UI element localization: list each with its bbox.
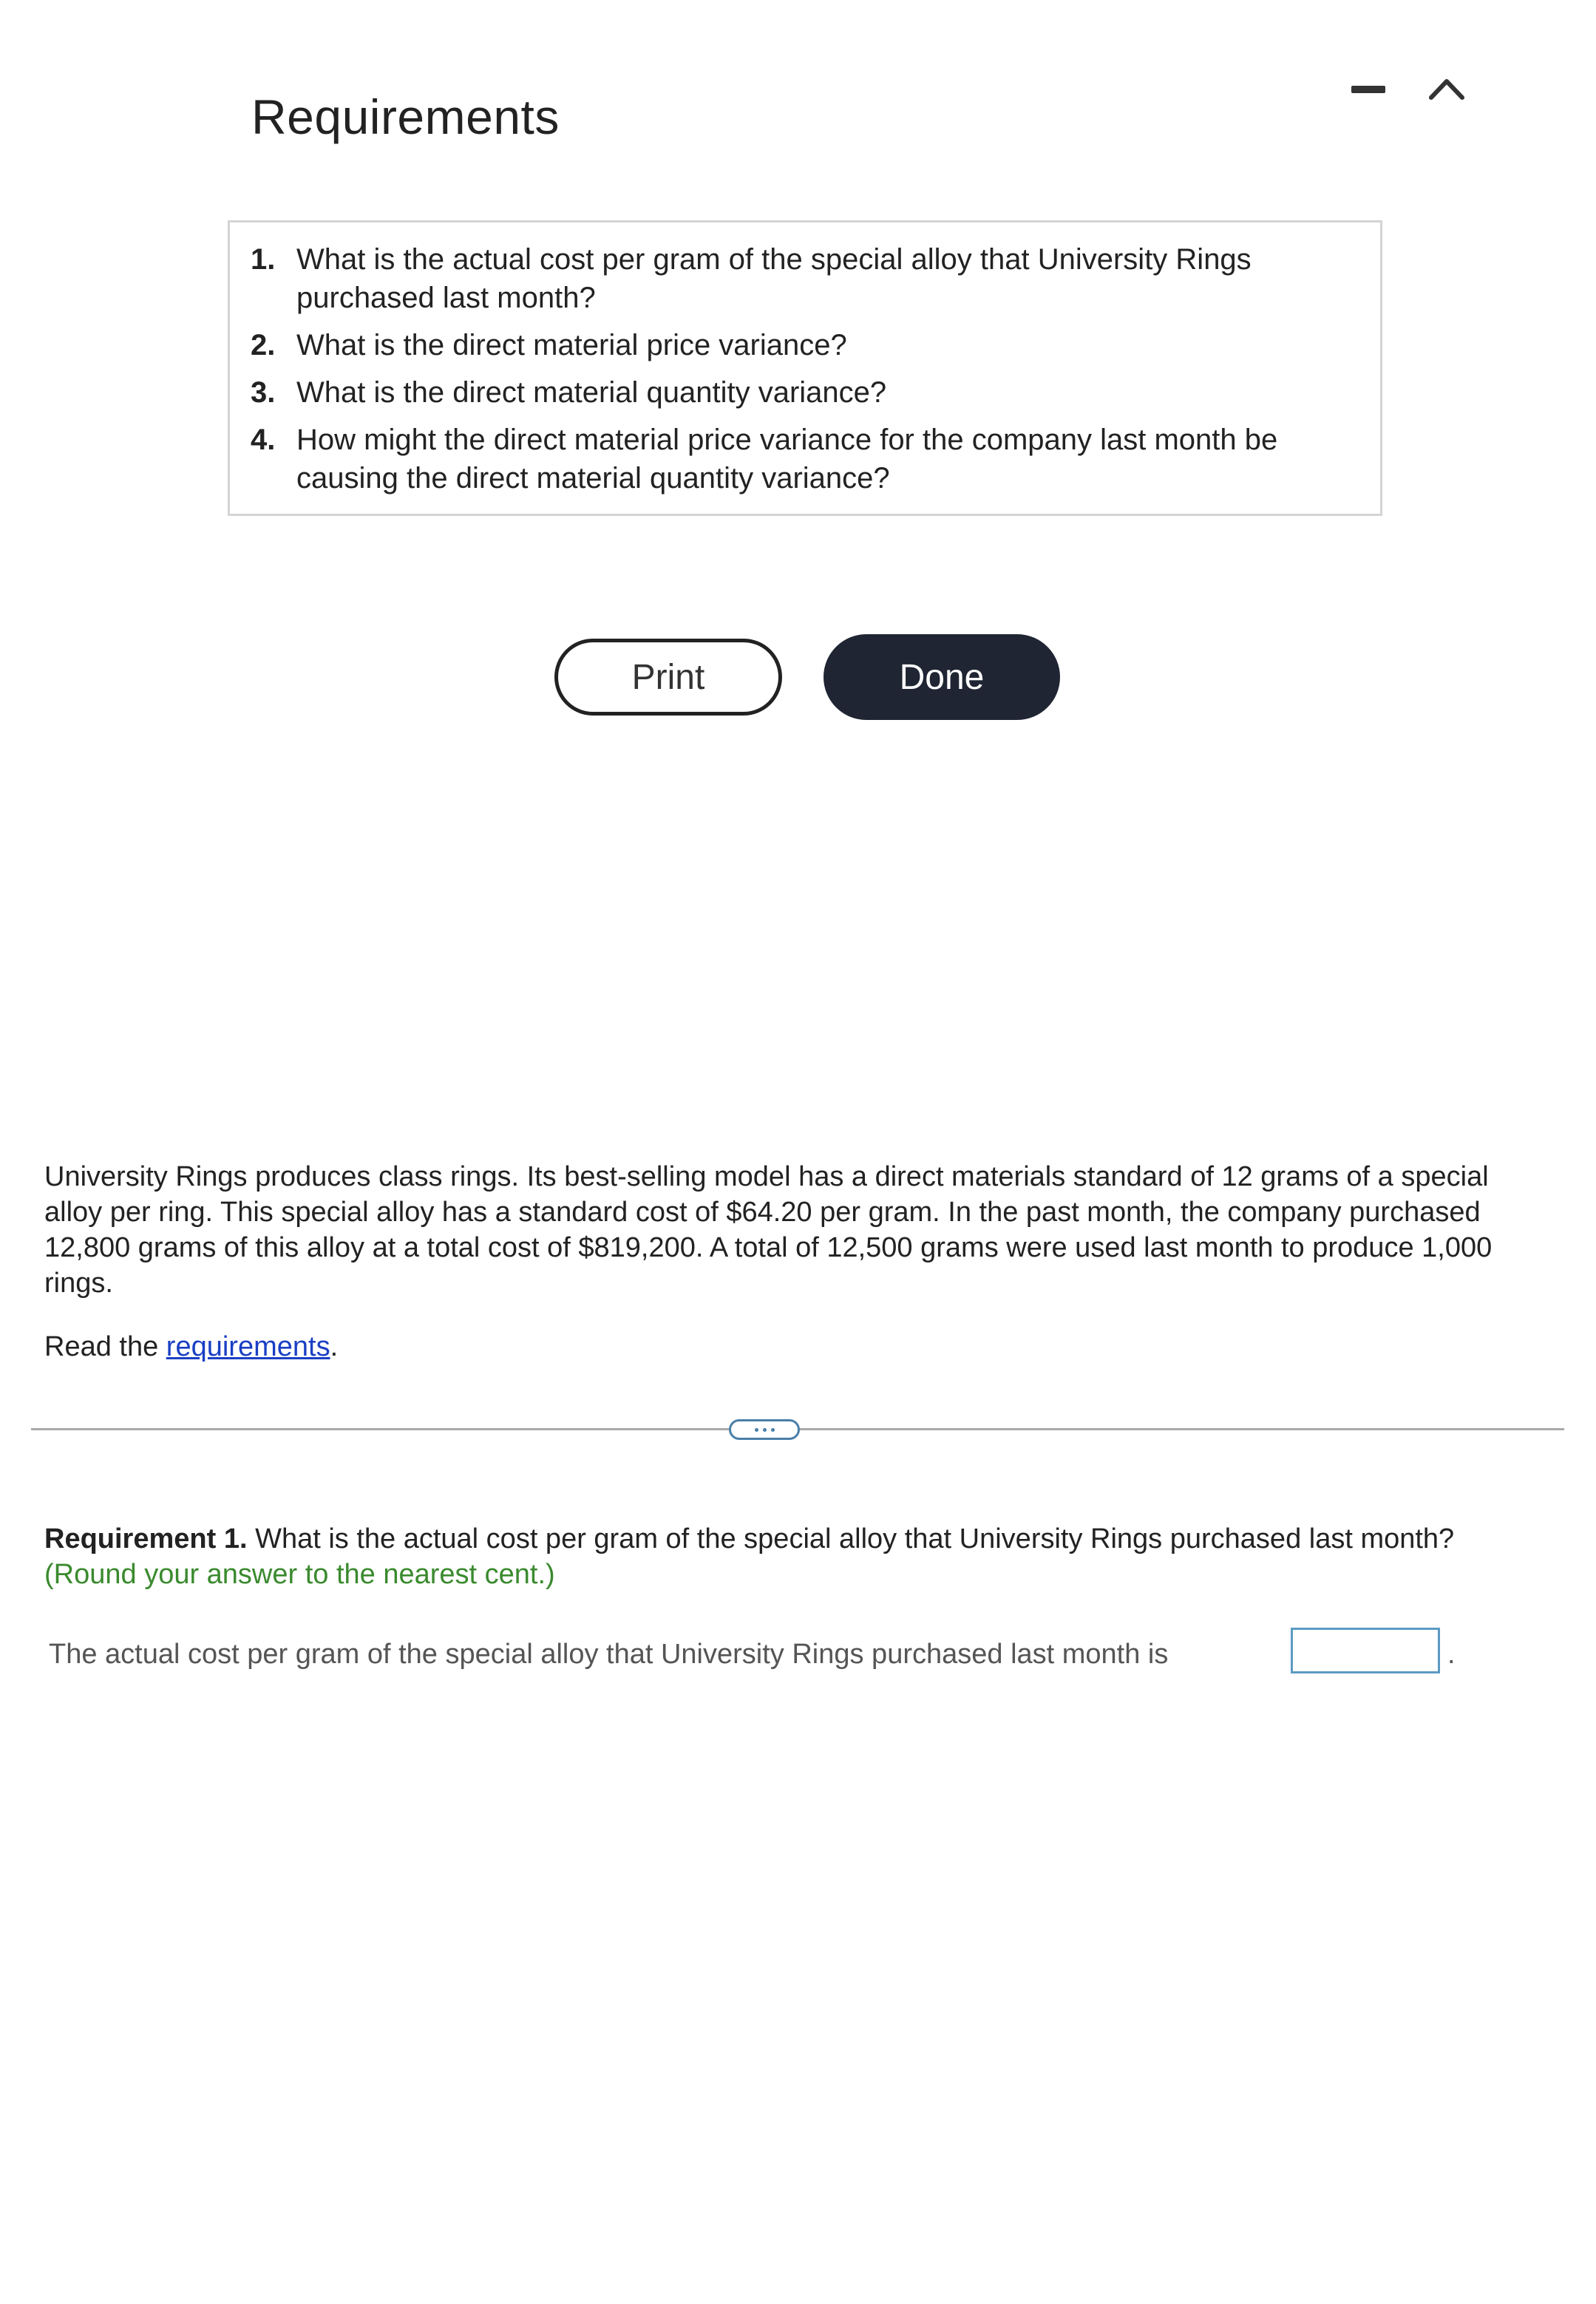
ellipsis-icon [763, 1428, 767, 1432]
answer-prompt: The actual cost per gram of the special alloy that University Rings purchased last month is [49, 1639, 1169, 1670]
rounding-hint: (Round your answer to the nearest cent.) [44, 1559, 555, 1590]
done-button[interactable]: Done [824, 634, 1060, 720]
requirement-number: 1. [251, 243, 276, 276]
read-suffix: . [330, 1331, 339, 1362]
chevron-up-icon[interactable] [1427, 74, 1467, 103]
window-controls [1345, 74, 1478, 106]
requirement-number: 4. [251, 424, 276, 456]
ellipsis-icon [755, 1428, 758, 1432]
requirement-number: 3. [251, 376, 276, 409]
requirement-text: What is the direct material quantity variance? [296, 376, 887, 409]
requirement-1-label: Requirement 1. [44, 1523, 248, 1554]
modal-title: Requirements [251, 89, 560, 144]
requirement-text: What is the actual cost per gram of the special alloy that University Rings purchased last month? [296, 243, 1252, 314]
read-requirements-line [44, 1329, 338, 1365]
ellipsis-icon [771, 1428, 775, 1432]
answer-suffix: . [1447, 1639, 1456, 1670]
requirements-list [251, 240, 1330, 506]
requirement-item [251, 421, 1330, 497]
requirement-item [251, 240, 1330, 317]
minimize-icon[interactable] [1351, 86, 1385, 93]
requirement-text: How might the direct material price variance for the company last month be causing the direct material quantity variance? [296, 424, 1278, 495]
requirement-1-question [44, 1521, 1560, 1592]
requirements-box [228, 220, 1382, 516]
expand-more-button[interactable] [729, 1419, 800, 1440]
read-prefix: Read the [44, 1331, 166, 1362]
requirement-text: What is the direct material price variance? [296, 329, 847, 361]
problem-text: University Rings produces class rings. Its best-selling model has a direct materials standard of 12 grams of a special alloy per ring. This special alloy has a standard cost of $64.20 per gram. In the past month, the company purchased 12,800 grams of this alloy at a total cost of $819,200. A total of 12,500 grams were used last month to produce 1,000 rings. [44, 1161, 1493, 1299]
answer-input[interactable] [1291, 1628, 1440, 1673]
print-button[interactable]: Print [554, 639, 782, 716]
requirement-number: 2. [251, 329, 276, 361]
requirement-item [251, 326, 1330, 364]
requirement-1-text: What is the actual cost per gram of the special alloy that University Rings purchased last month? [247, 1523, 1455, 1554]
requirements-link[interactable]: requirements [166, 1331, 330, 1362]
requirement-item [251, 373, 1330, 412]
